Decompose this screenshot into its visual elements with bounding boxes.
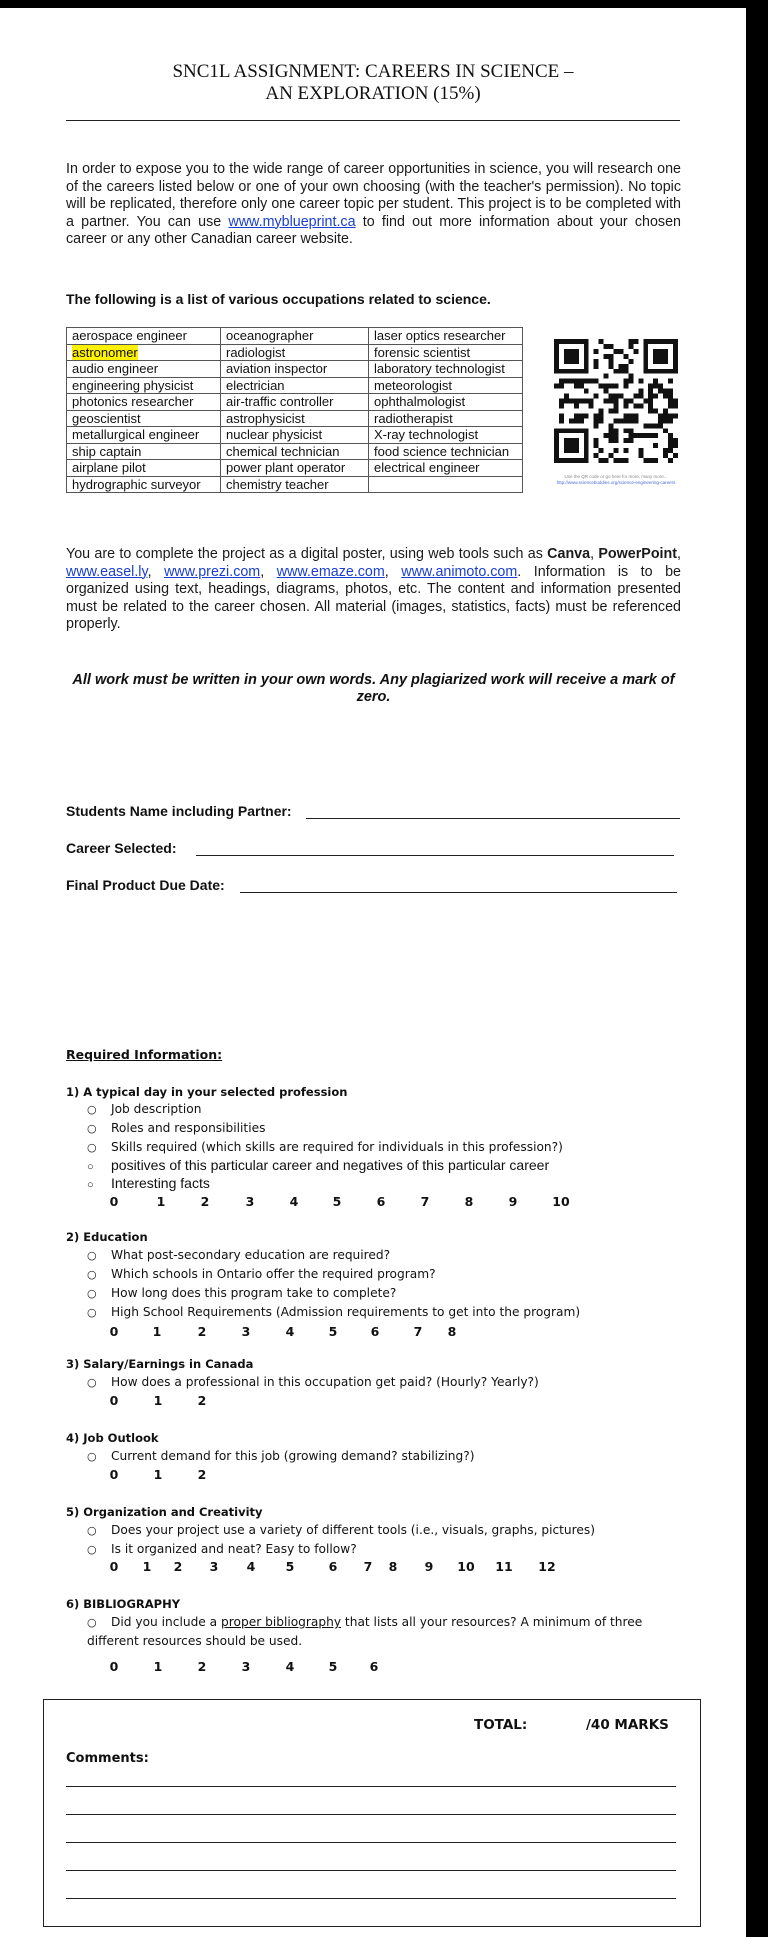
section-3-heading: 3) Salary/Earnings in Canada [66, 1357, 254, 1371]
occupation-name: photonics researcher [72, 394, 194, 409]
score-value: 9 [508, 1194, 518, 1209]
score-value: 1 [153, 1659, 163, 1674]
score-value: 1 [142, 1559, 152, 1574]
due-date-field[interactable] [240, 892, 677, 893]
table-cell [67, 476, 221, 493]
occupation-list-heading: The following is a list of various occupations related to science. [66, 291, 491, 307]
career-selected-label: Career Selected: [66, 840, 177, 856]
list-item [87, 1248, 390, 1262]
score-value: 4 [246, 1559, 256, 1574]
section-1-heading: 1) A typical day in your selected profession [66, 1085, 348, 1099]
section-1-score-scale [0, 1194, 746, 1210]
bullet-text: Is it organized and neat? Easy to follow? [111, 1542, 357, 1556]
assignment-title [0, 61, 746, 105]
list-item [87, 1542, 357, 1556]
poster-text-end: . Information is to be organized using text, headings, diagrams, photos, etc. The content and information presented must be related to the career chosen. All material (images, statistics, facts) must be referenced properly. [66, 563, 682, 632]
career-selected-field[interactable] [196, 855, 674, 856]
score-value: 1 [152, 1324, 162, 1339]
score-value: 0 [109, 1393, 119, 1408]
score-value: 2 [197, 1324, 207, 1339]
score-value: 2 [197, 1659, 207, 1674]
score-value: 5 [285, 1559, 295, 1574]
list-item [87, 1175, 210, 1191]
list-item [87, 1286, 396, 1300]
comment-line[interactable] [66, 1898, 676, 1899]
table-cell [221, 394, 369, 411]
table-row [67, 410, 523, 427]
canva-label: Canva [547, 546, 591, 562]
occupation-name: audio engineer [72, 361, 159, 376]
score-value: 2 [197, 1467, 207, 1482]
prezi-link[interactable]: www.prezi.com [164, 563, 261, 580]
score-value: 6 [370, 1324, 380, 1339]
bullet-text: Which schools in Ontario offer the required program? [111, 1267, 436, 1281]
poster-sep: , [677, 546, 681, 562]
section-3-score-scale [0, 1393, 746, 1409]
score-value: 3 [241, 1659, 251, 1674]
poster-paragraph [66, 546, 681, 634]
emaze-link[interactable]: www.emaze.com [276, 563, 385, 580]
bullet-text: Does your project use a variety of different tools (i.e., visuals, graphs, pictures) [111, 1523, 596, 1537]
occupation-name: electrician [226, 377, 285, 393]
table-cell [67, 394, 221, 411]
title-line-1: SNC1L ASSIGNMENT: CAREERS IN SCIENCE – [172, 61, 574, 82]
bullet-text: Job description [111, 1102, 202, 1116]
occupation-name: radiologist [226, 344, 286, 360]
score-value: 12 [538, 1559, 556, 1574]
score-value: 6 [376, 1194, 386, 1209]
table-cell [221, 443, 369, 460]
occupation-name: air-traffic controller [226, 394, 334, 409]
occupation-name: astrophysicist [226, 410, 305, 426]
table-cell [67, 427, 221, 444]
score-value: 10 [457, 1559, 475, 1574]
table-cell [369, 460, 523, 477]
section-6-score-scale [0, 1659, 746, 1675]
students-name-label: Students Name including Partner: [66, 803, 292, 819]
occupation-name: X-ray technologist [374, 427, 479, 442]
list-item [87, 1613, 679, 1650]
qr-code-icon[interactable] [554, 339, 678, 463]
occupation-name: chemistry teacher [226, 476, 329, 492]
score-value: 2 [173, 1559, 183, 1574]
occupation-name: meteorologist [374, 377, 453, 393]
score-value: 7 [413, 1324, 423, 1339]
table-row [67, 377, 523, 394]
bullet-icon: ○ [87, 1524, 97, 1537]
score-value: 0 [109, 1194, 119, 1209]
animoto-link[interactable]: www.animoto.com [401, 563, 518, 580]
bullet-text: Skills required (which skills are required for individuals in this profession?) [111, 1140, 563, 1154]
table-cell [67, 377, 221, 394]
bullet-text: positives of this particular career and negatives of this particular career [111, 1157, 550, 1173]
occupation-name: food science technician [374, 443, 510, 459]
comment-line[interactable] [66, 1842, 676, 1843]
section-6-heading: 6) BIBLIOGRAPHY [66, 1597, 181, 1611]
bullet-icon: ○ [87, 1141, 97, 1154]
occupation-name: engineering physicist [72, 377, 194, 393]
intro-paragraph [66, 161, 681, 249]
table-cell [369, 410, 523, 427]
score-value: 8 [388, 1559, 398, 1574]
bullet-text: Roles and responsibilities [111, 1121, 266, 1135]
bullet-text: Interesting facts [111, 1175, 210, 1191]
list-item [87, 1305, 580, 1319]
easelly-link[interactable]: www.easel.ly [66, 563, 148, 580]
poster-text: You are to complete the project as a digital poster, using web tools such as [66, 546, 548, 562]
occupation-name: oceanographer [226, 328, 314, 343]
bullet-text: How does a professional in this occupation get paid? (Hourly? Yearly?) [111, 1375, 539, 1389]
table-cell [369, 394, 523, 411]
section-4-heading: 4) Job Outlook [66, 1431, 159, 1445]
list-item [87, 1102, 201, 1116]
occupation-name: hydrographic surveyor [72, 476, 201, 492]
poster-sep: , [590, 546, 599, 562]
total-box [43, 1699, 701, 1927]
title-divider [66, 120, 680, 121]
occupation-name: airplane pilot [72, 460, 146, 475]
score-value: 6 [328, 1559, 338, 1574]
table-cell [369, 328, 523, 345]
score-value: 4 [285, 1324, 295, 1339]
score-value: 0 [109, 1467, 119, 1482]
table-cell [221, 377, 369, 394]
table-cell [369, 361, 523, 378]
table-row [67, 443, 523, 460]
intro-text: In order to expose you to the wide range of career opportunities in science, you will research one of the careers listed below or one of your own choosing (with the teacher's permission). No topic will be replicated, therefore only one career topic per student. This project is to be completed with a partner. You can use [66, 161, 681, 230]
score-value: 6 [369, 1659, 379, 1674]
list-item [87, 1523, 595, 1537]
comment-line[interactable] [66, 1786, 676, 1787]
comment-line[interactable] [66, 1870, 676, 1871]
score-value: 11 [495, 1559, 513, 1574]
score-value: 3 [241, 1324, 251, 1339]
table-cell [221, 460, 369, 477]
table-cell [221, 328, 369, 345]
score-value: 5 [328, 1659, 338, 1674]
section-2-heading: 2) Education [66, 1230, 148, 1244]
occupation-name: laboratory technologist [374, 361, 505, 376]
table-cell [67, 344, 221, 361]
bullet-icon: ○ [87, 1103, 97, 1116]
table-cell [369, 443, 523, 460]
plagiarism-warning: All work must be written in your own words. Any plagiarized work will receive a mark of zero. [72, 672, 675, 705]
score-value: 4 [285, 1659, 295, 1674]
occupation-name: aerospace engineer [72, 328, 187, 343]
occupation-name: chemical technician [226, 443, 340, 459]
occupation-table [66, 327, 523, 493]
bullet-icon: ○ [87, 1122, 97, 1135]
poster-sep: , [147, 563, 165, 580]
section-4-score-scale [0, 1467, 746, 1483]
occupation-name: electrical engineer [374, 460, 480, 475]
occupation-name: laser optics researcher [374, 328, 506, 343]
required-info-heading: Required Information: [66, 1047, 223, 1062]
students-name-field[interactable] [306, 818, 680, 819]
poster-sep: , [384, 563, 402, 580]
score-value: 3 [245, 1194, 255, 1209]
table-cell [67, 443, 221, 460]
score-value: 5 [332, 1194, 342, 1209]
bullet-text: Current demand for this job (growing demand? stabilizing?) [111, 1449, 475, 1463]
comment-line[interactable] [66, 1814, 676, 1815]
occupation-name: radiotherapist [374, 410, 453, 426]
comments-label: Comments: [66, 1751, 149, 1766]
score-value: 10 [552, 1194, 570, 1209]
score-value: 4 [289, 1194, 299, 1209]
occupation-name: ship captain [72, 443, 142, 459]
occupation-name: aviation inspector [226, 361, 328, 376]
page-1 [0, 8, 746, 992]
total-marks: /40 MARKS [586, 1717, 669, 1733]
occupation-name: geoscientist [72, 410, 141, 426]
bullet-text: How long does this program take to complete? [111, 1286, 397, 1300]
table-cell [369, 377, 523, 394]
score-value: 9 [424, 1559, 434, 1574]
list-item [87, 1121, 265, 1135]
list-item [87, 1140, 563, 1154]
list-item [87, 1157, 549, 1173]
occupation-name: metallurgical engineer [72, 427, 200, 442]
occupation-name: forensic scientist [374, 344, 471, 360]
score-value: 5 [328, 1324, 338, 1339]
table-row [67, 328, 523, 345]
table-cell [369, 344, 523, 361]
qr-caption-link[interactable]: http://www.sciencebuddies.org/science-engineering-careers [556, 480, 676, 485]
bullet-icon: ○ [87, 1287, 97, 1300]
table-row [67, 427, 523, 444]
bullet-icon: ○ [87, 1376, 97, 1389]
score-value: 0 [109, 1659, 119, 1674]
bullet-icon: ○ [87, 1179, 94, 1191]
table-row [67, 361, 523, 378]
score-value: 8 [447, 1324, 457, 1339]
bibliography-term: proper bibliography [221, 1615, 342, 1629]
score-value: 2 [197, 1393, 207, 1408]
score-value: 1 [156, 1194, 166, 1209]
bullet-icon: ○ [87, 1268, 97, 1281]
occupation-name: power plant operator [226, 460, 346, 475]
table-row [67, 460, 523, 477]
title-line-2: AN EXPLORATION (15%) [265, 83, 481, 104]
table-row [67, 394, 523, 411]
occupation-name: astronomer [72, 344, 138, 360]
table-cell [221, 410, 369, 427]
section-5-score-scale [0, 1559, 746, 1575]
bullet-text: What post-secondary education are required? [111, 1248, 391, 1262]
table-row [67, 344, 523, 361]
list-item [87, 1267, 436, 1281]
bullet-icon: ○ [87, 1306, 97, 1319]
list-item [87, 1375, 539, 1389]
score-value: 7 [420, 1194, 430, 1209]
bullet-icon: ○ [87, 1249, 97, 1262]
table-cell [221, 344, 369, 361]
score-value: 7 [363, 1559, 373, 1574]
table-cell [221, 361, 369, 378]
score-value: 8 [464, 1194, 474, 1209]
section-2-score-scale [0, 1324, 746, 1340]
bullet-icon: ○ [87, 1543, 97, 1556]
score-value: 1 [153, 1393, 163, 1408]
table-cell [67, 361, 221, 378]
table-cell [221, 427, 369, 444]
bullet-text: Did you include a [111, 1615, 222, 1629]
table-row [67, 476, 523, 493]
list-item [87, 1449, 474, 1463]
occupation-name: ophthalmologist [374, 394, 466, 409]
table-cell [369, 427, 523, 444]
qr-caption-text: Use the QR code or go here for more, many more... [564, 474, 668, 479]
bullet-icon: ○ [87, 1450, 97, 1463]
bullet-icon: ○ [87, 1616, 97, 1629]
score-value: 3 [209, 1559, 219, 1574]
score-value: 0 [109, 1324, 119, 1339]
table-cell [369, 476, 523, 493]
section-5-heading: 5) Organization and Creativity [66, 1505, 263, 1519]
table-cell [67, 460, 221, 477]
myblueprint-link[interactable]: www.myblueprint.ca [228, 213, 356, 230]
bullet-text: High School Requirements (Admission requirements to get into the program) [111, 1305, 581, 1319]
poster-sep: , [260, 563, 277, 580]
bullet-text-end: that lists all your resources? A minimum of three different resources should be used. [87, 1615, 643, 1648]
powerpoint-label: PowerPoint [598, 546, 678, 562]
qr-caption [532, 474, 700, 486]
total-label: TOTAL: [474, 1717, 528, 1733]
score-value: 0 [109, 1559, 119, 1574]
occupation-name: nuclear physicist [226, 427, 323, 442]
score-value: 2 [200, 1194, 210, 1209]
due-date-label: Final Product Due Date: [66, 877, 225, 893]
bullet-icon: ○ [87, 1161, 94, 1173]
score-value: 1 [153, 1467, 163, 1482]
intro-text-end: to find out more information about your chosen career or any other Canadian career website. [66, 213, 681, 247]
table-cell [221, 476, 369, 493]
table-cell [67, 328, 221, 345]
page-2 [0, 992, 746, 1937]
table-cell [67, 410, 221, 427]
